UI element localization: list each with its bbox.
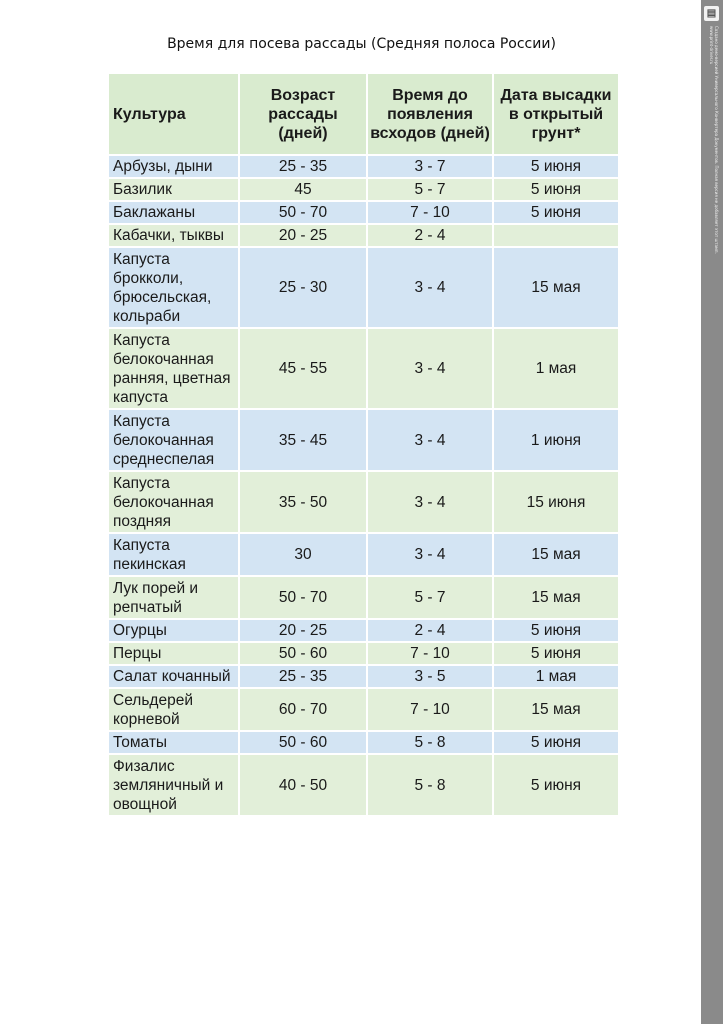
cell-age: 20 - 25: [239, 224, 367, 247]
table-row: [108, 471, 619, 533]
table-row: [108, 576, 619, 619]
cell-age: 20 - 25: [239, 619, 367, 642]
table-row: [108, 731, 619, 754]
cell-planting-date: 15 июня: [493, 471, 619, 533]
cell-crop: Капуста белокочанная среднеспелая: [108, 409, 239, 471]
cell-age: 50 - 70: [239, 576, 367, 619]
cell-crop: Кабачки, тыквы: [108, 224, 239, 247]
cell-crop: Арбузы, дыни: [108, 155, 239, 178]
table-row: [108, 619, 619, 642]
cell-age: 25 - 35: [239, 155, 367, 178]
cell-age: 35 - 45: [239, 409, 367, 471]
cell-crop: Огурцы: [108, 619, 239, 642]
cell-planting-date: 5 июня: [493, 178, 619, 201]
cell-sprout: 3 - 4: [367, 471, 493, 533]
cell-sprout: 3 - 4: [367, 409, 493, 471]
cell-sprout: 2 - 4: [367, 619, 493, 642]
cell-sprout: 7 - 10: [367, 201, 493, 224]
table-header-row: [108, 73, 619, 155]
cell-crop: Физалис земляничный и овощной: [108, 754, 239, 816]
table-row: [108, 201, 619, 224]
table-row: [108, 178, 619, 201]
table-row: [108, 224, 619, 247]
cell-planting-date: 5 июня: [493, 619, 619, 642]
cell-planting-date: 15 мая: [493, 533, 619, 576]
table-row: [108, 665, 619, 688]
cell-planting-date: 1 мая: [493, 328, 619, 409]
cell-sprout: 3 - 7: [367, 155, 493, 178]
header-sprout: Время до появления всходов (дней): [367, 73, 493, 155]
page-title: Время для посева рассады (Средняя полоса России): [167, 36, 556, 52]
cell-planting-date: [493, 224, 619, 247]
cell-sprout: 3 - 4: [367, 328, 493, 409]
cell-sprout: 3 - 4: [367, 533, 493, 576]
cell-age: 25 - 30: [239, 247, 367, 328]
table-row: [108, 533, 619, 576]
cell-crop: Лук порей и репчатый: [108, 576, 239, 619]
cell-sprout: 7 - 10: [367, 688, 493, 731]
cell-sprout: 5 - 7: [367, 178, 493, 201]
cell-planting-date: 5 июня: [493, 155, 619, 178]
converter-stamp-text: Создано демо-версией Универсального Конвертера Документов. Полная версия не добавляет этот штамп. www.print-driver.ru: [709, 26, 719, 254]
cell-crop: Сельдерей корневой: [108, 688, 239, 731]
cell-planting-date: 15 мая: [493, 576, 619, 619]
cell-planting-date: 5 июня: [493, 731, 619, 754]
table-body: [108, 155, 619, 816]
cell-age: 25 - 35: [239, 665, 367, 688]
cell-crop: Баклажаны: [108, 201, 239, 224]
cell-crop: Томаты: [108, 731, 239, 754]
cell-age: 50 - 60: [239, 642, 367, 665]
cell-planting-date: 5 июня: [493, 201, 619, 224]
pdf-logo-icon: ▤: [704, 6, 719, 21]
seedling-table-container: [107, 72, 618, 817]
cell-sprout: 7 - 10: [367, 642, 493, 665]
cell-crop: Перцы: [108, 642, 239, 665]
table-row: [108, 409, 619, 471]
cell-age: 50 - 70: [239, 201, 367, 224]
cell-planting-date: 1 июня: [493, 409, 619, 471]
cell-planting-date: 5 июня: [493, 642, 619, 665]
table-row: [108, 247, 619, 328]
seedling-table: [107, 72, 620, 817]
cell-crop: Капуста белокочанная ранняя, цветная капуста: [108, 328, 239, 409]
table-row: [108, 328, 619, 409]
cell-planting-date: 15 мая: [493, 688, 619, 731]
cell-age: 60 - 70: [239, 688, 367, 731]
header-crop: Культура: [108, 73, 239, 155]
header-planting-date: Дата высадки в открытый грунт*: [493, 73, 619, 155]
cell-crop: Капуста брокколи, брюсельская, кольраби: [108, 247, 239, 328]
cell-sprout: 2 - 4: [367, 224, 493, 247]
table-row: [108, 754, 619, 816]
cell-age: 40 - 50: [239, 754, 367, 816]
table-row: [108, 688, 619, 731]
cell-planting-date: 15 мая: [493, 247, 619, 328]
cell-planting-date: 1 мая: [493, 665, 619, 688]
cell-crop: Капуста пекинская: [108, 533, 239, 576]
cell-age: 45 - 55: [239, 328, 367, 409]
table-row: [108, 642, 619, 665]
cell-crop: Капуста белокочанная поздняя: [108, 471, 239, 533]
cell-crop: Салат кочанный: [108, 665, 239, 688]
cell-age: 35 - 50: [239, 471, 367, 533]
table-row: [108, 155, 619, 178]
cell-sprout: 3 - 4: [367, 247, 493, 328]
cell-planting-date: 5 июня: [493, 754, 619, 816]
cell-crop: Базилик: [108, 178, 239, 201]
cell-age: 45: [239, 178, 367, 201]
cell-sprout: 5 - 7: [367, 576, 493, 619]
cell-age: 50 - 60: [239, 731, 367, 754]
cell-age: 30: [239, 533, 367, 576]
converter-stamp-strip: [701, 0, 723, 1024]
cell-sprout: 5 - 8: [367, 731, 493, 754]
cell-sprout: 3 - 5: [367, 665, 493, 688]
cell-sprout: 5 - 8: [367, 754, 493, 816]
header-age: Возраст рассады (дней): [239, 73, 367, 155]
